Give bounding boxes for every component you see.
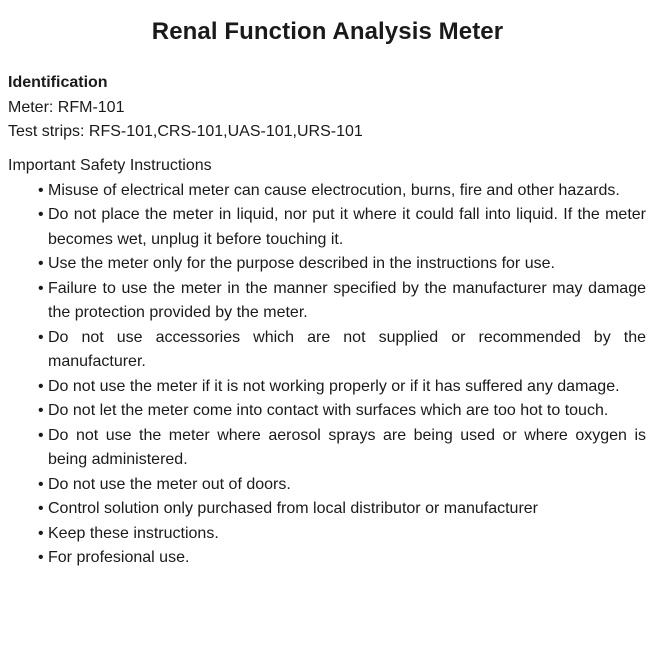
list-item	[38, 326, 646, 375]
bullet-icon: •	[38, 426, 44, 444]
list-item	[38, 203, 646, 252]
bullet-icon: •	[38, 181, 44, 199]
list-item-text: Do not use accessories which are not supplied or recommended by the manufacturer.	[48, 328, 646, 370]
safety-instructions-list	[38, 179, 646, 571]
list-item	[38, 375, 646, 400]
list-item	[38, 546, 646, 571]
list-item	[38, 473, 646, 498]
list-item-text: Do not use the meter if it is not working properly or if it has suffered any damage.	[48, 377, 620, 395]
list-item-text: Do not place the meter in liquid, nor put it where it could fall into liquid. If the meter becomes wet, unplug it before touching it.	[48, 206, 646, 248]
list-item	[38, 522, 646, 547]
list-item	[38, 277, 646, 326]
bullet-icon: •	[38, 500, 44, 517]
list-item-text: Do not let the meter come into contact with surfaces which are too hot to touch.	[48, 402, 609, 419]
bullet-icon: •	[38, 402, 44, 419]
list-item	[38, 497, 646, 522]
bullet-icon: •	[38, 549, 44, 566]
bullet-icon: •	[38, 255, 44, 272]
identification-section	[8, 71, 648, 145]
page-title: Renal Function Analysis Meter	[151, 18, 504, 45]
test-strips-models: Test strips: RFS-101,CRS-101,UAS-101,URS-101	[8, 123, 363, 140]
list-item	[38, 399, 646, 424]
list-item-text: Do not use the meter where aerosol sprays are being used or where oxygen is being administered.	[48, 426, 646, 468]
list-item	[38, 179, 646, 204]
list-item	[38, 424, 646, 473]
safety-heading: Important Safety Instructions	[8, 157, 212, 174]
identification-heading: Identification	[8, 74, 108, 91]
list-item-text: For profesional use.	[48, 549, 190, 566]
list-item	[38, 252, 646, 277]
bullet-icon: •	[38, 279, 44, 297]
list-item-text: Do not use the meter out of doors.	[48, 475, 291, 493]
list-item-text: Misuse of electrical meter can cause electrocution, burns, fire and other hazards.	[48, 181, 620, 199]
bullet-icon: •	[38, 377, 44, 395]
list-item-text: Control solution only purchased from local distributor or manufacturer	[48, 500, 539, 517]
bullet-icon: •	[38, 475, 44, 493]
bullet-icon: •	[38, 524, 44, 542]
safety-section	[8, 154, 648, 571]
list-item-text: Keep these instructions.	[48, 524, 219, 542]
list-item-text: Failure to use the meter in the manner specified by the manufacturer may damage the protection provided by the meter.	[48, 279, 646, 321]
bullet-icon: •	[38, 328, 44, 346]
list-item-text: Use the meter only for the purpose described in the instructions for use.	[48, 255, 555, 272]
meter-model: Meter: RFM-101	[8, 98, 125, 116]
bullet-icon: •	[38, 206, 44, 223]
